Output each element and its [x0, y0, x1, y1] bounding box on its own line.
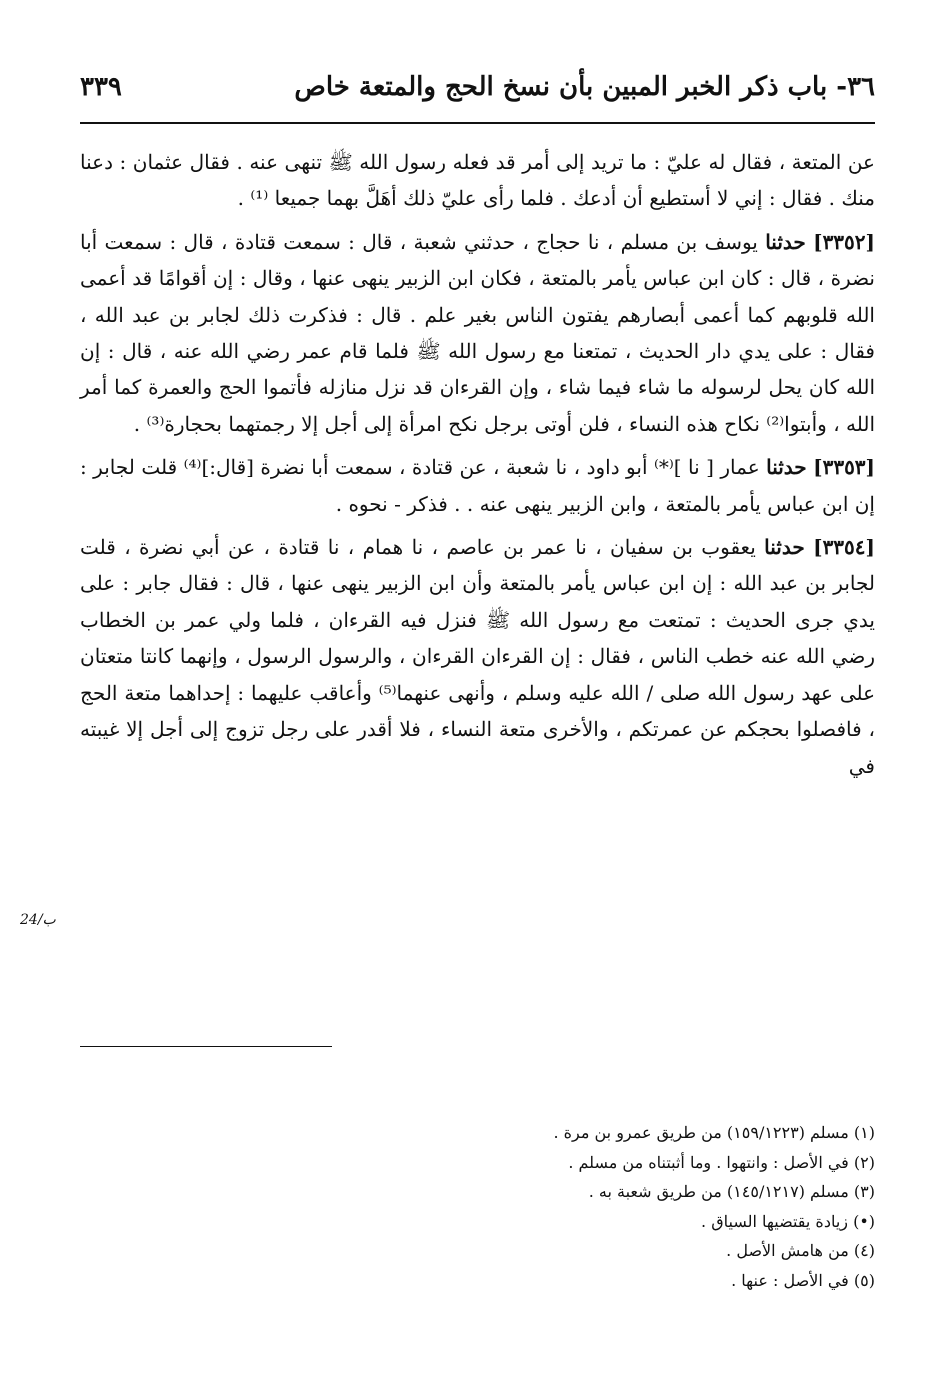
- hadith-paragraph: [80, 529, 875, 784]
- paragraph: [80, 144, 875, 217]
- hadith-lead: حدثنا: [764, 535, 805, 560]
- footnote: (٥) في الأصل : عنها .: [731, 1270, 875, 1290]
- chapter-title: ٣٦- باب ذكر الخبر المبين بأن نسخ الحج والمتعة خاص: [294, 72, 875, 102]
- hadith-number: [٣٣٥٢]: [813, 229, 875, 254]
- hadith-lead: حدثنا: [766, 455, 807, 480]
- footnote: (١) مسلم (١٥٩/١٢٢٣) من طريق عمرو بن مرة .: [553, 1123, 875, 1142]
- footnote: (٤) من هامش الأصل .: [726, 1241, 875, 1260]
- hadith-text: يعقوب بن سفيان ، نا عمر بن عاصم ، نا همام ، نا قتادة ، عن أبي نضرة ، قلت لجابر بن عبد الله : إن ابن عباس يأمر بالمتعة وأن ابن الزبير ينهى عنها ، قال : فقال جابر : على يدي جرى الحديث : تمتعت مع رسول الله ﷺ فنزل فيه القرءان ، فلما ولي عمر بن الخطاب رضي الله عنه خطب الناس ، فقال : إن القرءان القرءان ، والرسول الرسول ، وإنهما كانتا متعتان على عهد رسول الله صلى / الله عليه وسلم ، وأنهى عنهما⁽⁵⁾ وأعاقب عليهما : إحداهما متعة الحج ، فافصلوا بحجكم عن عمرتكم ، والأخرى متعة النساء ، فلا أقدر على رجل تزوج إلى أجل إلا غيبته في: [80, 535, 875, 778]
- hadith-paragraph: [80, 449, 875, 522]
- book-page: [80, 60, 876, 1290]
- paragraph-text: عن المتعة ، فقال له عليّ : ما تريد إلى أمر قد فعله رسول الله ﷺ تنهى عنه . فقال عثمان : دعنا منك . فقال : إني لا أستطيع أن أدعك . فلما رأى عليّ ذلك أهَلَّ بهما جميعا ⁽¹⁾ .: [80, 150, 875, 211]
- running-header: [80, 60, 875, 120]
- footnote: (•) زيادة يقتضيها السياق .: [701, 1211, 875, 1231]
- manuscript-folio-note: 24/ب: [20, 912, 56, 928]
- header-rule: [80, 122, 875, 124]
- hadith-paragraph: [80, 224, 875, 442]
- hadith-number: [٣٣٥٣]: [813, 455, 876, 480]
- hadith-text: عمار [ نا ]⁽*⁾ أبو داود ، نا شعبة ، عن قتادة ، سمعت أبا نضرة [قال:]⁽⁴⁾ قلت لجابر : إن ابن عباس يأمر بالمتعة ، وابن الزبير ينهى عنه . . فذكر - نحوه .: [80, 455, 875, 516]
- footnotes: [415, 1118, 875, 1295]
- footnote-rule: [80, 1046, 332, 1047]
- hadith-text: يوسف بن مسلم ، نا حجاج ، حدثني شعبة ، قال : سمعت قتادة ، قال : سمعت أبا نضرة ، قال : كان ابن عباس يأمر بالمتعة ، فكان ابن الزبير ينهى عنها ، وقال : إن أقوامًا قد أعمى الله قلوبهم كما أعمى أبصارهم يفتون الناس بغير علم . قال : فذكرت ذلك لجابر بن عبد الله ، فقال : على يدي دار الحديث ، تمتعنا مع رسول الله ﷺ فلما قام عمر رضي الله عنه ، قال : إن الله كان يحل لرسوله ما شاء فيما شاء ، وإن القرءان قد نزل منازله فأتموا الحج والعمرة كما أمر الله ، وأبتوا⁽²⁾ نكاح هذه النساء ، فلن أوتى برجل نكح امرأة إلى أجل إلا رجمتهما بحجارة⁽³⁾ .: [80, 229, 875, 436]
- footnote: (٣) مسلم (١٤٥/١٢١٧) من طريق شعبة به .: [588, 1182, 875, 1201]
- footnote: (٢) في الأصل : وانتهوا . وما أثبتناه من مسلم .: [568, 1152, 875, 1172]
- main-text: [80, 144, 875, 791]
- hadith-lead: حدثنا: [765, 229, 806, 254]
- hadith-number: [٣٣٥٤]: [813, 535, 875, 560]
- page-number: ٣٣٩: [80, 72, 122, 102]
